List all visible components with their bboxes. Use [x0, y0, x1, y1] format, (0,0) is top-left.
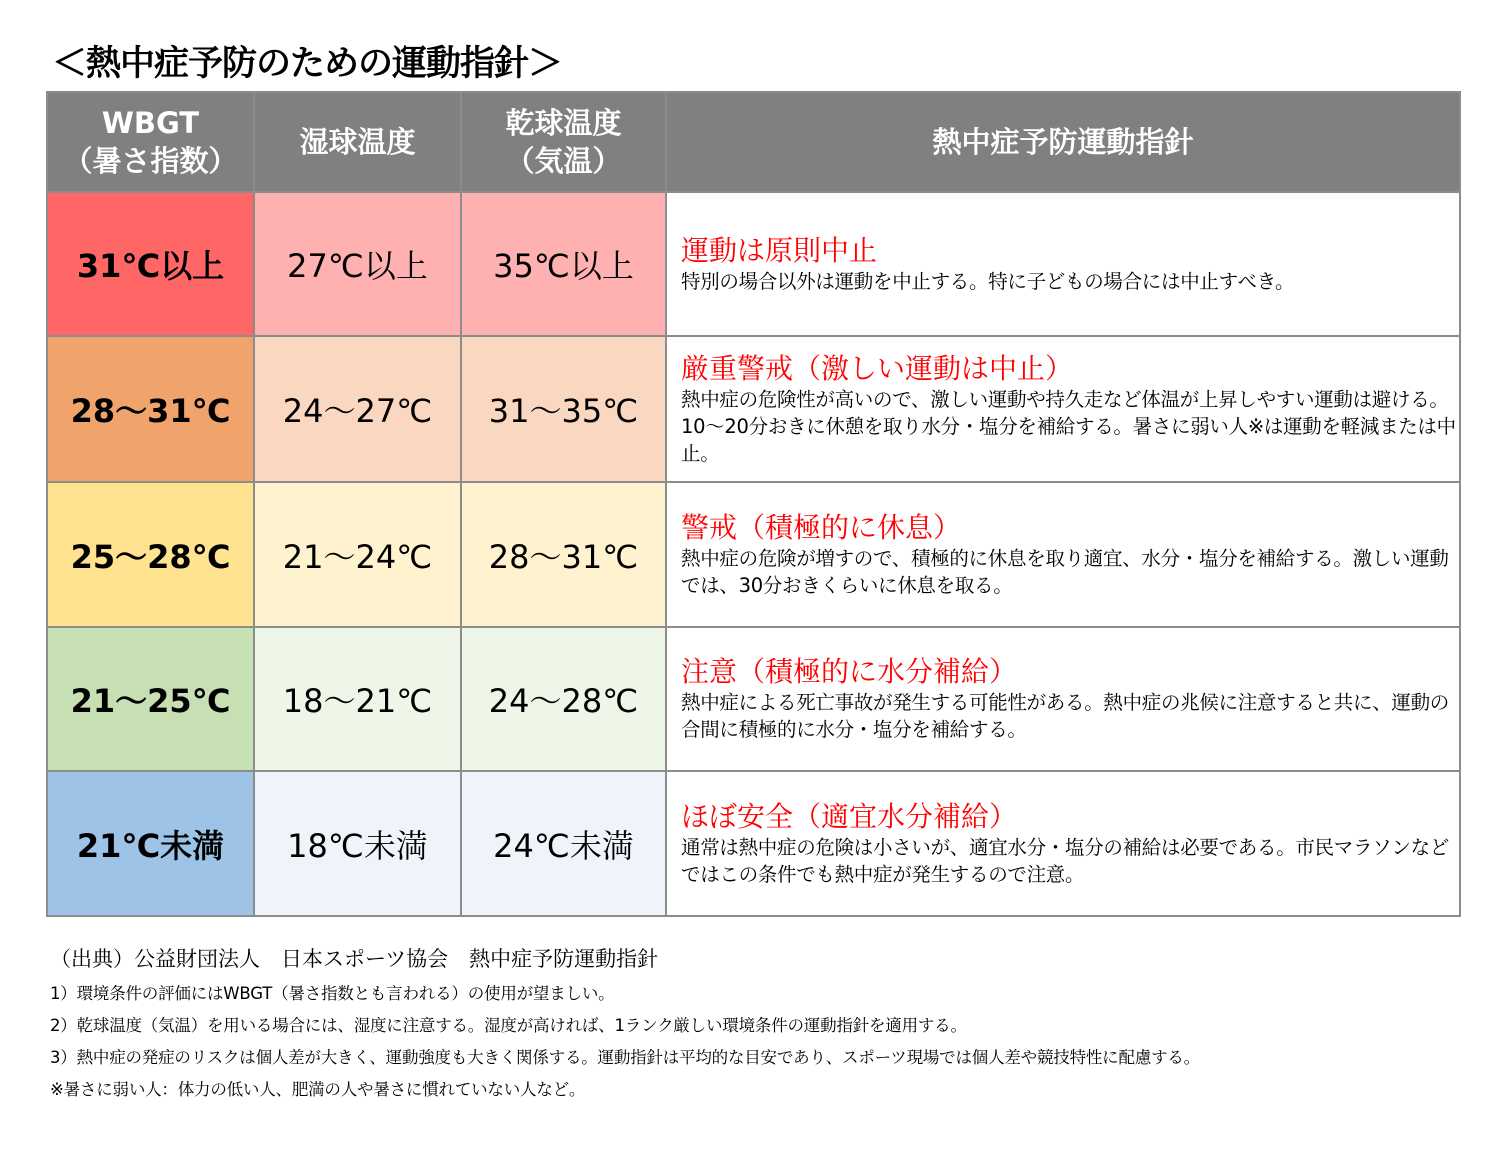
page-title: ＜熱中症予防のための運動指針＞ [52, 44, 563, 84]
guideline-cell [666, 771, 1460, 916]
footnote-2: 2）乾球温度（気温）を用いる場合には、湿度に注意する。湿度が高ければ、1ランク厳しい環境条件の運動指針を適用する。 [50, 1016, 967, 1035]
wet-bulb-cell: 24〜27℃ [254, 336, 461, 482]
guideline-description: 通常は熱中症の危険は小さいが、適宜水分・塩分の補給は必要である。市民マラソンなどではこの条件でも熱中症が発生するので注意。 [681, 835, 1450, 886]
guideline-cell [666, 192, 1460, 336]
risk-level-label: 厳重警戒（激しい運動は中止） [681, 351, 1074, 385]
header-dry-bulb [461, 92, 666, 192]
guideline-description: 熱中症の危険性が高いので、激しい運動や持久走など体温が上昇しやすい運動は避ける。10〜20分おきに休憩を取り水分・塩分を補給する。暑さに弱い人※は運動を軽減または中止。 [681, 387, 1456, 465]
header-wbgt-line1: WBGT [101, 106, 200, 140]
wbgt-cell: 21℃未満 [47, 771, 254, 916]
wbgt-cell: 25〜28℃ [47, 482, 254, 627]
wet-bulb-cell: 18℃未満 [254, 771, 461, 916]
exercise-guideline-table [46, 91, 1461, 917]
footnote-3: 3）熱中症の発症のリスクは個人差が大きく、運動強度も大きく関係する。運動指針は平均的な目安であり、スポーツ現場では個人差や競技特性に配慮する。 [50, 1048, 1200, 1067]
table-row [47, 771, 1460, 916]
dry-bulb-cell: 24℃未満 [461, 771, 666, 916]
wbgt-cell: 21〜25℃ [47, 627, 254, 771]
guideline-cell [666, 482, 1460, 627]
wet-bulb-cell: 18〜21℃ [254, 627, 461, 771]
header-wbgt-line2: （暑さ指数） [63, 144, 238, 178]
header-guideline: 熱中症予防運動指針 [666, 92, 1460, 192]
table-row [47, 627, 1460, 771]
source-citation: （出典）公益財団法人 日本スポーツ協会 熱中症予防運動指針 [50, 947, 659, 971]
table-header-row [47, 92, 1460, 192]
risk-level-label: 警戒（積極的に休息） [681, 510, 962, 544]
risk-level-label: ほぼ安全（適宜水分補給） [681, 799, 1018, 833]
risk-level-label: 運動は原則中止 [681, 233, 878, 267]
guideline-description: 熱中症による死亡事故が発生する可能性がある。熱中症の兆候に注意すると共に、運動の合間に積極的に水分・塩分を補給する。 [681, 691, 1450, 741]
wbgt-cell: 31℃以上 [47, 192, 254, 336]
wet-bulb-cell: 27℃以上 [254, 192, 461, 336]
footnote-asterisk: ※暑さに弱い人：体力の低い人、肥満の人や暑さに慣れていない人など。 [50, 1080, 586, 1099]
guideline-description: 特別の場合以外は運動を中止する。特に子どもの場合には中止すべき。 [681, 269, 1295, 293]
table-row [47, 336, 1460, 482]
dry-bulb-cell: 28〜31℃ [461, 482, 666, 627]
guideline-description: 熱中症の危険が増すので、積極的に休息を取り適宜、水分・塩分を補給する。激しい運動では、30分おきくらいに休息を取る。 [681, 546, 1449, 597]
dry-bulb-cell: 35℃以上 [461, 192, 666, 336]
guideline-cell [666, 336, 1460, 482]
table-row [47, 482, 1460, 627]
header-wbgt [47, 92, 254, 192]
table-row [47, 192, 1460, 336]
footnote-1: 1）環境条件の評価にはWBGT（暑さ指数とも言われる）の使用が望ましい。 [50, 984, 615, 1003]
footnotes [50, 944, 1200, 1106]
risk-level-label: 注意（積極的に水分補給） [681, 655, 1018, 688]
dry-bulb-cell: 24〜28℃ [461, 627, 666, 771]
wet-bulb-cell: 21〜24℃ [254, 482, 461, 627]
guideline-cell [666, 627, 1460, 771]
dry-bulb-cell: 31〜35℃ [461, 336, 666, 482]
header-dry-bulb-line1: 乾球温度 [505, 106, 622, 140]
header-wet-bulb: 湿球温度 [254, 92, 461, 192]
wbgt-cell: 28〜31℃ [47, 336, 254, 482]
header-dry-bulb-line2: （気温） [505, 144, 622, 178]
